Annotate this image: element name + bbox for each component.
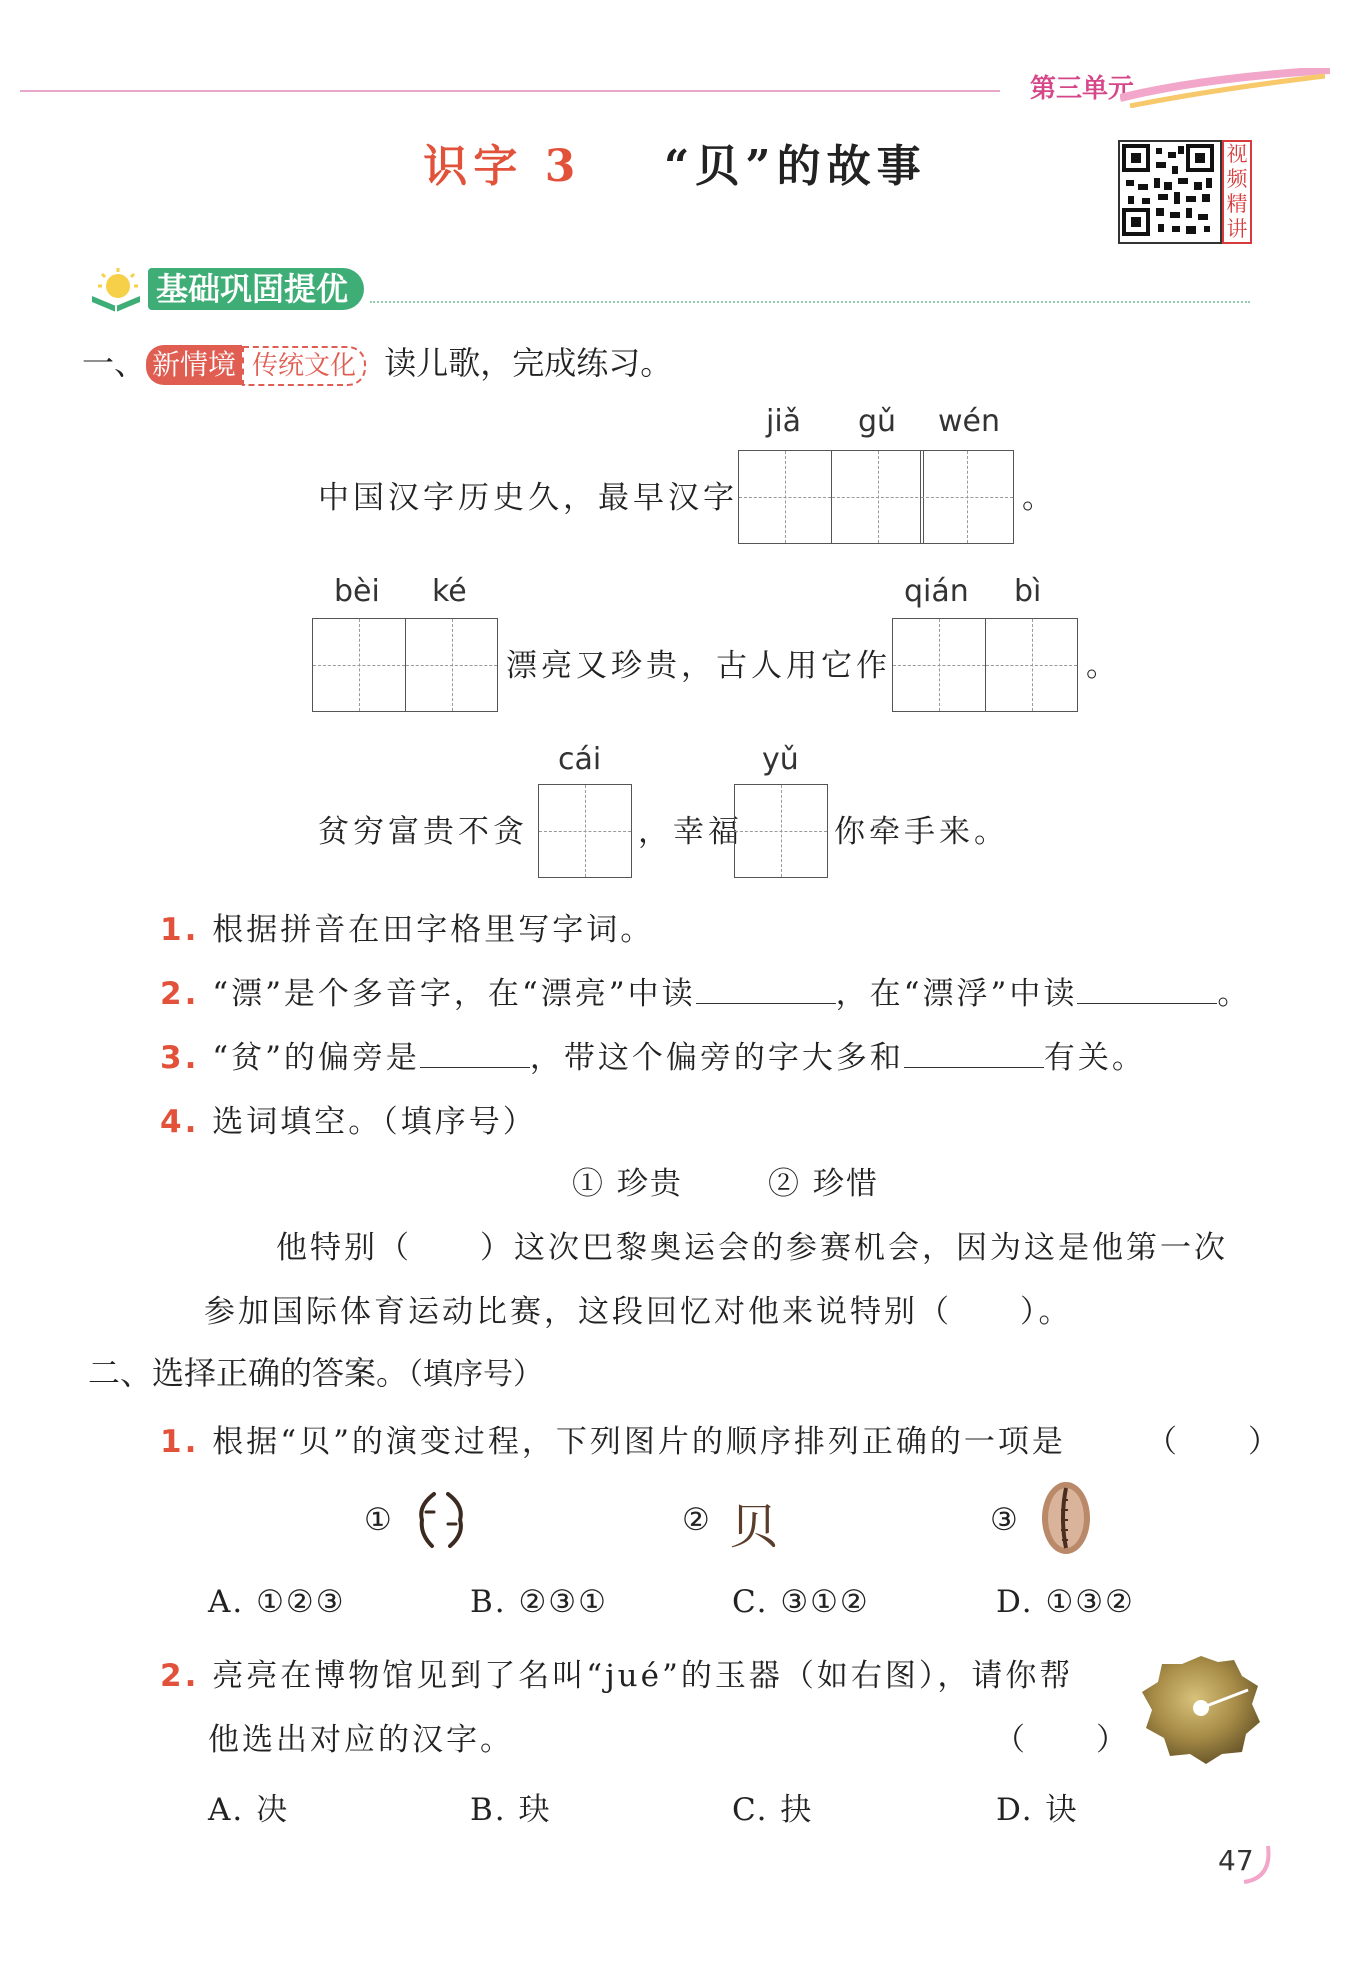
p2-q2-text-b: 他选出对应的汉字。 (208, 1722, 514, 1758)
p2-q1-number: 1. (160, 1424, 200, 1460)
answer-blank-piaoliang[interactable] (696, 973, 836, 1004)
image-3-mark: ③ (990, 1502, 1020, 1538)
verse-line-3c: 你牵手来。 (834, 814, 1009, 850)
section-banner: 基础巩固提优 (148, 268, 364, 310)
answer-blank-radical[interactable] (420, 1037, 530, 1068)
pinyin-ke: ké (432, 574, 467, 609)
p2-q2-number: 2. (160, 1658, 200, 1694)
answer-blank-meaning[interactable] (904, 1037, 1044, 1068)
verse-line-1: 中国汉字历史久，最早汉字 (318, 480, 738, 516)
writing-grid-qianbi[interactable] (892, 618, 1078, 712)
lesson-name: “贝”的故事 (663, 141, 927, 192)
choice-text: 玦 (518, 1792, 552, 1828)
choice-letter: C. (732, 1792, 769, 1828)
choice-letter: B. (470, 1792, 507, 1828)
image-2-mark: ② (682, 1502, 712, 1538)
book-sun-icon (88, 266, 144, 314)
p1-q3-text-b: ，带这个偏旁的字大多和 (529, 1040, 904, 1076)
choice-text: ①②③ (256, 1584, 346, 1620)
writing-grid-jiagu[interactable] (738, 450, 924, 544)
unit-label: 第三单元 (1030, 74, 1135, 104)
p1-q2-number: 2. (160, 976, 200, 1012)
part2-instruction: 选择正确的答案。 (152, 1354, 409, 1392)
writing-grid-cai[interactable] (538, 784, 632, 878)
answer-blank-piaofu[interactable] (1077, 973, 1217, 1004)
p2-q2-choice-a[interactable] (208, 1784, 289, 1829)
p2-q1-choice-c[interactable] (732, 1584, 870, 1620)
p2-q2-choice-b[interactable] (470, 1784, 552, 1829)
modern-bei-character: 贝 (730, 1499, 779, 1555)
verse-line-3b: ，幸福 (638, 814, 743, 850)
p2-q1-choice-d[interactable] (996, 1584, 1135, 1620)
option-1-word: 珍贵 (616, 1166, 683, 1202)
p2-q1-text: 根据“贝”的演变过程，下列图片的顺序排列正确的一项是 (212, 1424, 1066, 1460)
verse-line-3a: 贫穷富贵不贪 (318, 814, 528, 850)
pinyin-jia: jiǎ (766, 404, 802, 439)
verse-line-1-end: 。 (1022, 480, 1057, 516)
p2-q2-answer-paren[interactable]: （ ） (994, 1722, 1130, 1758)
p2-q2-choice-d[interactable] (996, 1784, 1078, 1829)
choice-letter: A. (208, 1584, 245, 1620)
p2-q2-choice-c[interactable] (732, 1784, 813, 1829)
choice-letter: D. (996, 1584, 1034, 1620)
choice-text: 诀 (1045, 1792, 1079, 1828)
pinyin-cai: cái (558, 742, 602, 777)
p2-q1-choice-a[interactable] (208, 1584, 345, 1620)
choice-text: 决 (256, 1792, 290, 1828)
word-option-1 (572, 1158, 683, 1203)
culture-tag: 传统文化 (242, 346, 366, 386)
p2-q2-text-a: 亮亮在博物馆见到了名叫“jué”的玉器（如右图），请你帮 (212, 1658, 1074, 1694)
qr-code-icon[interactable] (1118, 140, 1222, 244)
verse-line-2: 漂亮又珍贵，古人用它作 (506, 648, 891, 684)
choice-letter: C. (732, 1584, 769, 1620)
choice-text: ①③② (1045, 1584, 1135, 1620)
p1-q4-text: 选词填空。（填序号） (212, 1104, 537, 1140)
decorative-swoosh-icon (1120, 68, 1330, 108)
part1-heading (82, 338, 672, 386)
header-rule (20, 90, 1000, 92)
p1-q3-text-c: 有关。 (1043, 1040, 1146, 1076)
p1-question-4 (160, 1096, 537, 1141)
p1-question-2 (160, 968, 1251, 1013)
p2-question-1 (160, 1416, 1066, 1461)
writing-grid-wen[interactable] (920, 450, 1014, 544)
choice-letter: B. (470, 1584, 507, 1620)
fill-paragraph-line-2: 参加国际体育运动比赛，这段回忆对他来说特别（ ）。 (204, 1294, 1073, 1330)
video-tag[interactable]: 视频精讲 (1222, 140, 1252, 244)
writing-grid-yu[interactable] (734, 784, 828, 878)
p1-q1-text: 根据拼音在田字格里写字词。 (212, 912, 655, 948)
page-corner-swirl-icon (1238, 1838, 1278, 1888)
part2-number: 二、 (88, 1354, 153, 1392)
choice-text: ③①② (780, 1584, 870, 1620)
fill-paragraph-line-1: 他特别（ ）这次巴黎奥运会的参赛机会，因为这是他第一次 (276, 1230, 1228, 1266)
p1-q3-text-a: “贫”的偏旁是 (212, 1040, 420, 1076)
lesson-number: 识字 3 (423, 141, 582, 192)
p1-q2-text-c: 。 (1217, 976, 1252, 1012)
p2-q1-choice-b[interactable] (470, 1584, 608, 1620)
p1-question-1 (160, 904, 654, 949)
choice-letter: A. (208, 1792, 245, 1828)
pinyin-wen: wén (938, 404, 1001, 439)
jade-jue-icon (1138, 1650, 1264, 1766)
p2-q1-answer-paren[interactable]: （ ） (1146, 1424, 1282, 1460)
p1-q2-text-a: “漂”是个多音字，在“漂亮”中读 (212, 976, 696, 1012)
word-option-2 (768, 1158, 879, 1203)
pinyin-bi: bì (1014, 574, 1042, 609)
p2-question-2 (160, 1650, 1073, 1695)
choice-text: 抉 (780, 1792, 814, 1828)
verse-line-2-end: 。 (1086, 648, 1121, 684)
pinyin-qian: qián (904, 574, 969, 609)
option-2-mark: ② (768, 1166, 801, 1202)
page-number: 47 (1218, 1844, 1254, 1877)
part1-number: 一、 (82, 344, 147, 382)
p1-q1-number: 1. (160, 912, 200, 948)
cowrie-shell-icon (1036, 1478, 1096, 1558)
pinyin-gu: gǔ (858, 404, 897, 439)
part2-note: （填序号） (408, 1357, 544, 1392)
writing-grid-beike[interactable] (312, 618, 498, 712)
part2-heading (88, 1348, 543, 1394)
pinyin-yu: yǔ (762, 742, 799, 777)
oracle-bone-bei-icon (412, 1488, 470, 1552)
part1-instruction: 读儿歌，完成练习。 (384, 344, 673, 382)
new-context-tag: 新情境 (146, 345, 242, 385)
image-1-mark: ① (364, 1502, 394, 1538)
p1-q4-number: 4. (160, 1104, 200, 1140)
option-2-word: 珍惜 (812, 1166, 879, 1202)
choice-text: ②③① (518, 1584, 608, 1620)
p1-q2-text-b: ，在“漂浮”中读 (835, 976, 1078, 1012)
p1-q3-number: 3. (160, 1040, 200, 1076)
option-1-mark: ① (572, 1166, 605, 1202)
pinyin-bei: bèi (334, 574, 380, 609)
section-divider (370, 301, 1250, 303)
p1-question-3 (160, 1032, 1146, 1077)
choice-letter: D. (996, 1792, 1034, 1828)
